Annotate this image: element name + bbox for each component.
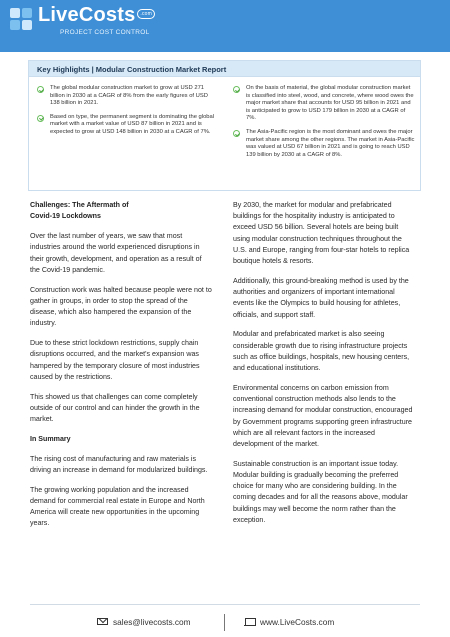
body-paragraph: Over the last number of years, we saw that most industries around the world experienced disruptions in their growth, development, and operation as a result of the Covid-19 pandemic.	[30, 232, 202, 274]
body-left-column	[30, 200, 213, 538]
highlights-right-column	[233, 85, 415, 165]
footer-website-link[interactable]	[244, 617, 334, 627]
brand-badge: .com	[137, 9, 155, 19]
section-heading: Challenges: The Aftermath of Covid-19 Lockdowns	[30, 201, 129, 221]
highlight-item: Based on type, the permanent segment is dominating the global market with a market value of USD 87 billion in 2021 and is expected to grow at USD 148 billion in 2030 at a CAGR of 7%.	[37, 114, 219, 137]
check-circle-icon	[37, 86, 44, 93]
brand-logo[interactable]	[38, 4, 155, 27]
body-paragraph: Modular and prefabricated market is also seeing considerable growth due to rising infrastructure projects such as office buildings, hospitals, new housing centers, and educational institutions.	[233, 330, 410, 373]
logo-grid-icon	[10, 8, 32, 30]
footer-website-text: www.LiveCosts.com	[260, 617, 335, 627]
key-highlights-box	[28, 60, 421, 191]
body-paragraph: Additionally, this ground-breaking method is used by the authorities and organizers of important international events like the Olympics to build housing for athletes, officials, and support staff.	[233, 276, 409, 319]
mail-icon	[97, 618, 108, 625]
highlight-item: On the basis of material, the global modular construction market is classified into steel, wood, and concrete, where wood owes the major market share that accounts for USD 95 billion in 2021 and is anticipated to grow to USD 179 billion in 2030 at a CAGR of 7%.	[233, 85, 415, 123]
laptop-icon	[244, 618, 255, 626]
footer-separator	[224, 614, 225, 631]
footer-email-link[interactable]	[97, 617, 191, 627]
body-paragraph: Construction work was halted because people were not to gather in groups, in order to stop the spread of the disease, which also hampered the expansion of the industry.	[30, 285, 212, 328]
page-header	[0, 0, 450, 52]
check-circle-icon	[37, 115, 44, 122]
footer-divider	[30, 604, 420, 605]
body-paragraph: Due to these strict lockdown restrictions, supply chain disruptions occurred, and the market's expansion was hampered by the temporary closure of most industries caused by the restrictions.	[30, 339, 200, 381]
highlight-item: The global modular construction market to grow at USD 271 billion in 2030 at a CAGR of 8% from the early figures of USD 138 billion in 2021.	[37, 85, 219, 108]
body-right-column	[233, 200, 416, 535]
body-paragraph: The growing working population and the increased demand for commercial real estate in Europe and North America will create new opportunities in the upcoming years.	[30, 485, 205, 528]
section-heading: In Summary	[30, 434, 71, 443]
body-paragraph: Sustainable construction is an important issue today. Modular building is gradually becoming the preferred choice for many who are considering building. In the coming decades and for all the reasons above, modular buildings may well become the norm rather than the exception.	[233, 459, 408, 524]
highlights-title: Key Highlights | Modular Construction Market Report	[29, 61, 420, 77]
body-paragraph: By 2030, the market for modular and prefabricated buildings for the hospitality industry is anticipated to exceed USD 56 billion. Several hotels are being built using modular construction techniques throughout the U.S. and Europe, ranging from four-star hotels to replica boutique hotels & resorts.	[233, 201, 410, 266]
page-footer	[0, 600, 450, 637]
body-paragraph: This showed us that challenges can come completely outside of our control and can hinder the growth in the market.	[30, 392, 200, 423]
highlight-item: The Asia-Pacific region is the most dominant and owes the major market share among the other regions. The market in Asia-Pacific was valued at USD 67 billion in 2021 and is going to reach USD 139 billion by 2030 at a CAGR of 8%.	[233, 129, 415, 159]
body-paragraph: The rising cost of manufacturing and raw materials is driving an increase in demand for modularized buildings.	[30, 454, 208, 474]
check-circle-icon	[233, 86, 240, 93]
highlights-left-column	[37, 85, 219, 143]
brand-tagline: PROJECT COST CONTROL	[60, 29, 150, 36]
body-paragraph: Environmental concerns on carbon emission from conventional construction methods also lends to the increasing demand for modular construction, encouraged by Government programs supporting green infrastructure which are all relevant factors in the increased development of the market.	[233, 383, 413, 448]
check-circle-icon	[233, 130, 240, 137]
brand-name: LiveCosts	[38, 4, 136, 26]
footer-email-text: sales@livecosts.com	[113, 617, 191, 627]
